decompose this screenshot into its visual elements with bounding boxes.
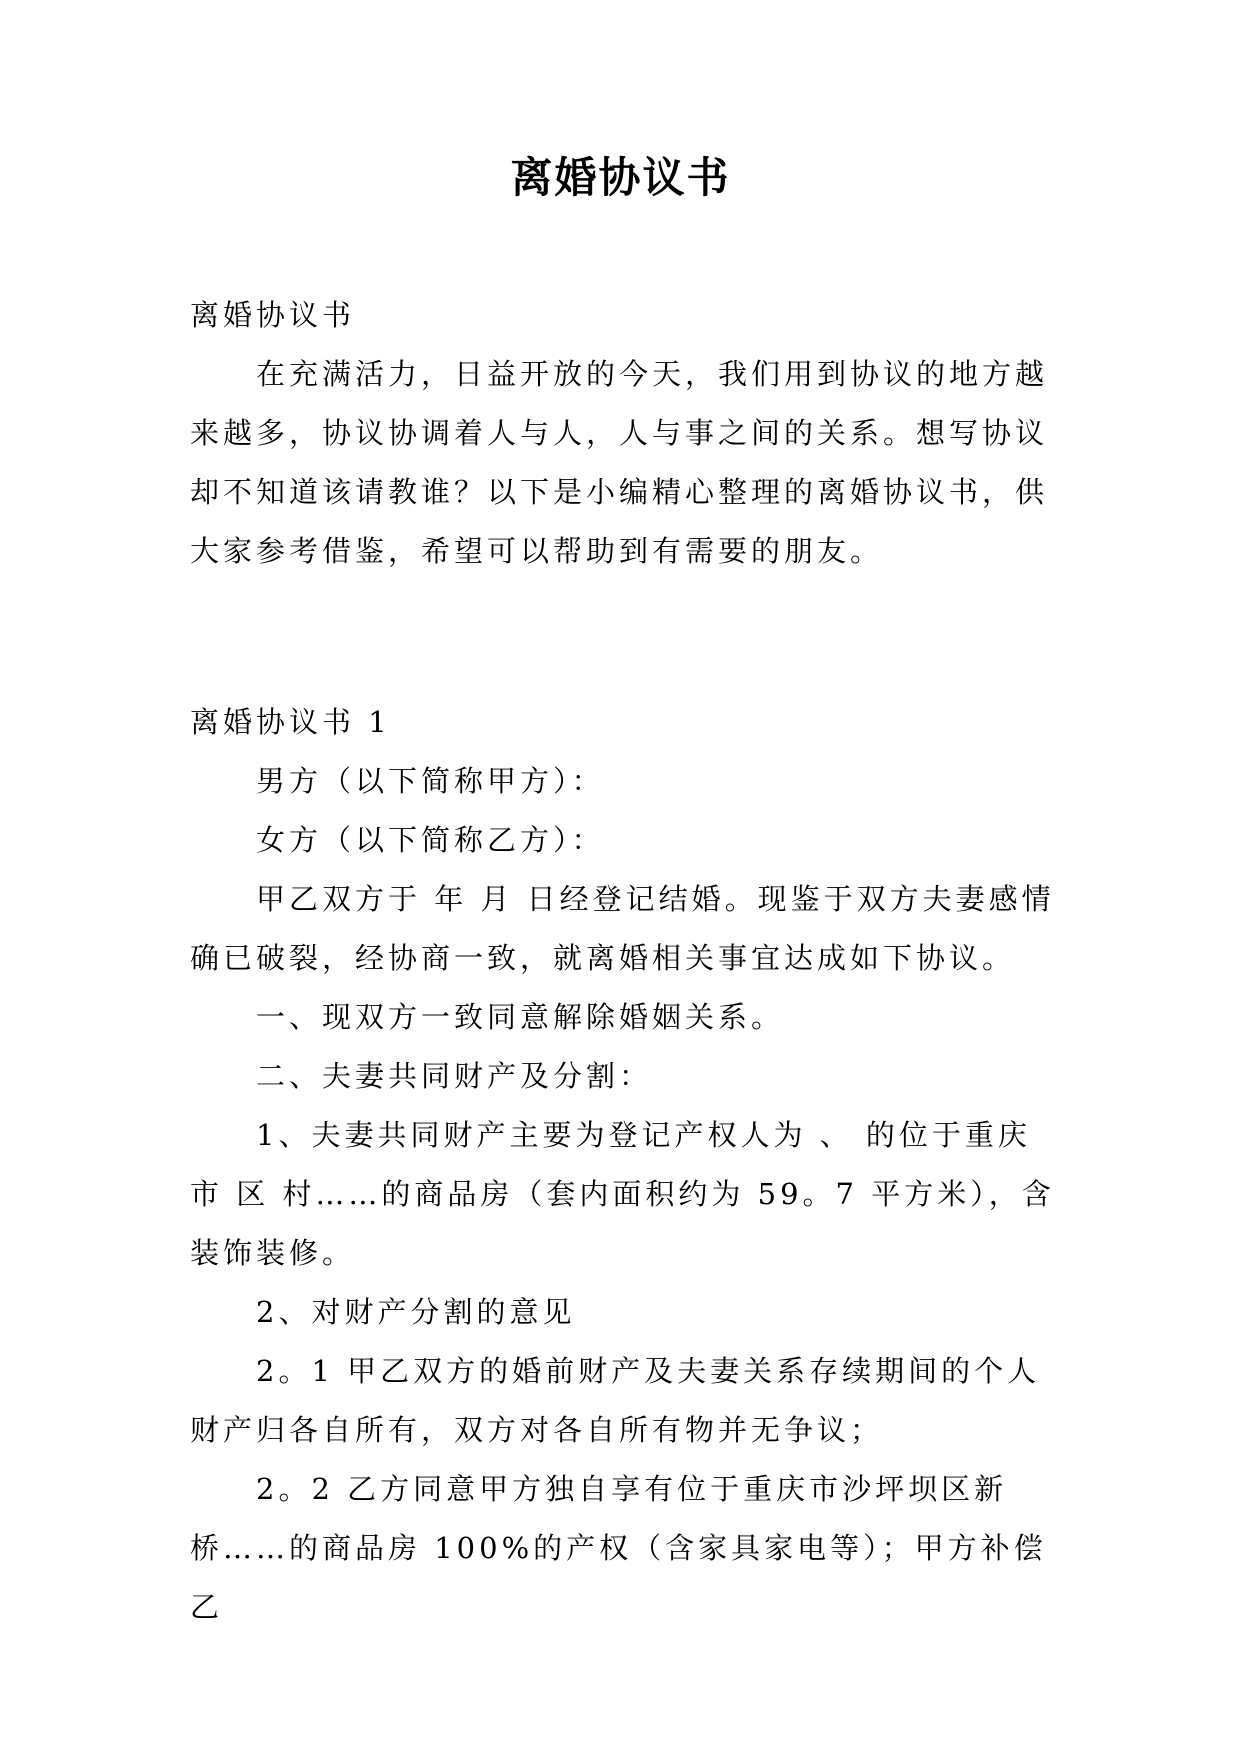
agreement-section [190, 693, 1060, 1637]
party-b-line: 女方（以下简称乙方）： [256, 823, 605, 857]
clause-2-item-2: 2、对财产分割的意见 [256, 1295, 576, 1329]
clause-2-item-2-1: 2。1 甲乙双方的婚前财产及夫妻关系存续期间的个人财产归各自所有，双方对各自所有物并无争议； [190, 1354, 1041, 1447]
clause-2-heading: 二、夫妻共同财产及分割： [256, 1059, 653, 1093]
intro-paragraph: 在充满活力，日益开放的今天，我们用到协议的地方越来越多，协议协调着人与人，人与事之间的关系。想写协议却不知道该请教谁？以下是小编精心整理的离婚协议书，供大家参考借鉴，希望可以帮助到有需要的朋友。 [190, 357, 1049, 568]
clause-2-item-1: 1、夫妻共同财产主要为登记产权人为 、 的位于重庆市 区 村……的商品房（套内面积约为 59。7 平方米），含装饰装修。 [190, 1118, 1055, 1270]
intro-section [190, 286, 1060, 581]
marriage-statement: 甲乙双方于 年 月 日经登记结婚。现鉴于双方夫妻感情确已破裂，经协商一致，就离婚相关事宜达成如下协议。 [190, 882, 1055, 975]
document-title: 离婚协议书 [510, 153, 731, 202]
clause-2-item-2-2: 2。2 乙方同意甲方独自享有位于重庆市沙坪坝区新桥……的商品房 100%的产权（含家具家电等）；甲方补偿乙 [190, 1472, 1047, 1624]
intro-heading: 离婚协议书 [190, 298, 356, 332]
section-heading: 离婚协议书 1 [190, 705, 391, 739]
party-a-line: 男方（以下简称甲方）： [256, 764, 605, 798]
clause-1: 一、现双方一致同意解除婚姻关系。 [256, 1000, 785, 1034]
